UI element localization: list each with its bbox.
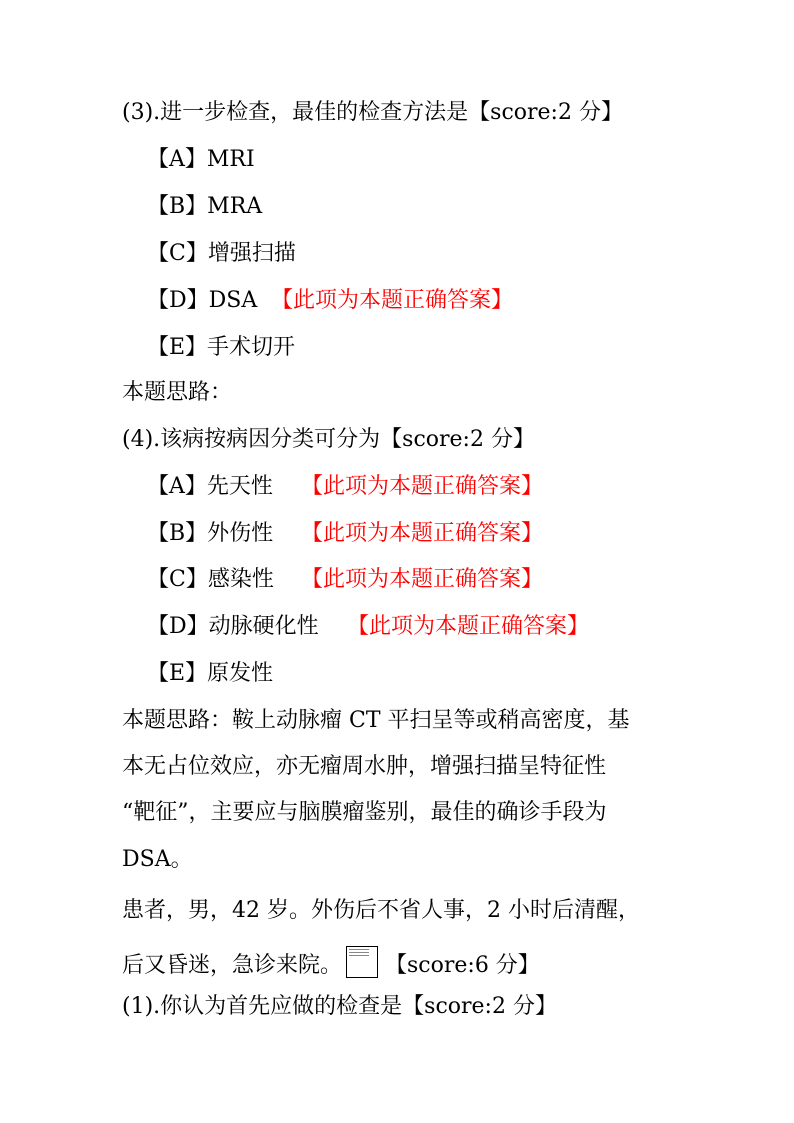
option-label: 【C】增强扫描 [147,241,296,266]
option-label: 【E】原发性 [147,661,274,686]
case-text: 后又昏迷，急诊来院。 [122,953,343,978]
correct-answer-marker: 【此项为本题正确答案】 [301,567,544,592]
correct-answer-marker: 【此项为本题正确答案】 [271,288,514,313]
case-description-line-2 [122,946,540,981]
q3-option-a [147,145,255,175]
correct-answer-marker: 【此项为本题正确答案】 [301,521,544,546]
case-description-line-1: 患者，男，42 岁。外伤后不省人事，2 小时后清醒， [122,898,640,923]
correct-answer-marker: 【此项为本题正确答案】 [347,614,590,639]
correct-answer-marker: 【此项为本题正确答案】 [301,474,544,499]
option-label: 【D】DSA [147,288,258,313]
q3-option-c [147,239,296,269]
q4-analysis-line-3: “靶征”，主要应与脑膜瘤鉴别，最佳的确诊手段为 [122,800,607,825]
q4-option-c [147,565,544,595]
q3-option-b [147,192,262,222]
q4-option-d [147,612,590,642]
option-label: 【D】动脉硬化性 [147,614,319,639]
option-label: 【A】先天性 [147,474,273,499]
q4-option-b [147,519,544,549]
option-label: 【C】感染性 [147,567,274,592]
q4-analysis-line-4: DSA。 [122,847,193,872]
option-label: 【B】外伤性 [147,521,274,546]
question-3-title: (3).进一步检查，最佳的检查方法是【score:2 分】 [122,100,623,125]
question-4-title: (4).该病按病因分类可分为【score:2 分】 [122,427,535,452]
q4-option-a [147,472,544,502]
question-1-title: (1).你认为首先应做的检查是【score:2 分】 [122,994,557,1019]
q4-analysis-line-1: 本题思路：鞍上动脉瘤 CT 平扫呈等或稍高密度，基 [122,708,630,733]
option-label: 【A】MRI [147,147,255,172]
q3-option-d [147,286,514,316]
option-label: 【E】手术切开 [147,335,296,360]
q4-option-e [147,659,273,689]
case-score: 【score:6 分】 [385,953,540,978]
image-thumbnail-icon [346,946,378,978]
q3-analysis: 本题思路： [122,380,233,405]
option-label: 【B】MRA [147,194,263,219]
q4-analysis-line-2: 本无占位效应，亦无瘤周水肿，增强扫描呈特征性 [122,754,607,779]
q3-option-e [147,333,295,363]
